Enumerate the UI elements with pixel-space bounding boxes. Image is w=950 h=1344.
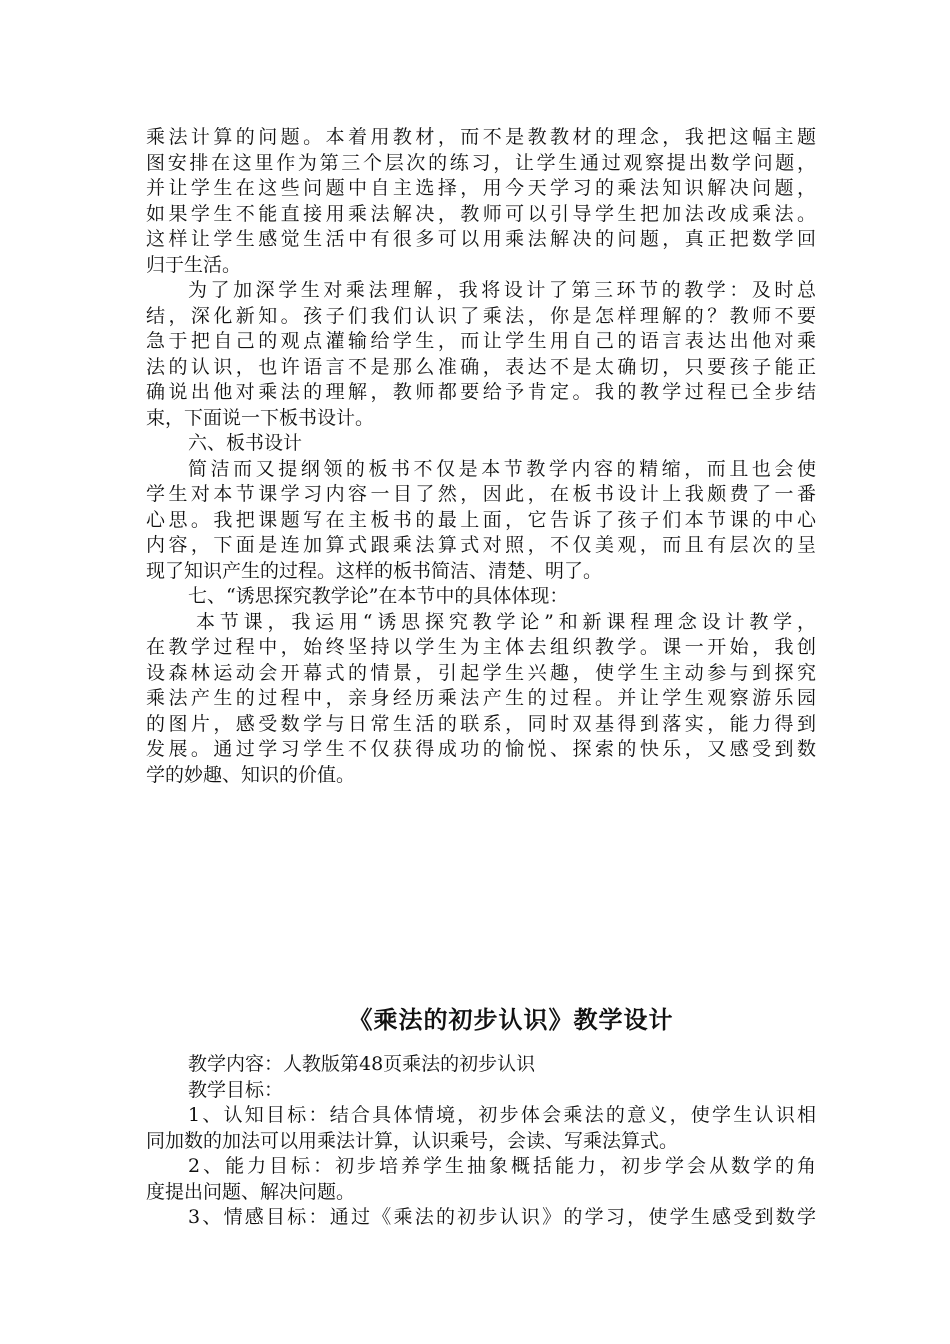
paragraph-line: 这样让学生感觉生活中有很多可以用乘法解决的问题，真正把数学回 [146,228,816,250]
paragraph-line: 教学内容：人教版第48页乘法的初步认识 [188,1053,536,1075]
paragraph-line: 1、认知目标：结合具体情境，初步体会乘法的意义，使学生认识相 [188,1104,816,1126]
paragraph-line: 简洁而又提纲领的板书不仅是本节教学内容的精缩，而且也会使 [188,457,816,480]
paragraph-line: 结，深化新知。孩子们我们认识了乘法，你是怎样理解的？教师不要 [146,304,816,327]
paragraph-line: 内容，下面是连加算式跟乘法算式对照，不仅美观，而且有层次的呈 [146,534,816,556]
paragraph-line: 急于把自己的观点灌输给学生，而让学生用自己的语言表达出他对乘 [146,330,816,352]
paragraph-line: 归于生活。 [146,253,242,276]
paragraph-line: 教学目标： [188,1078,284,1101]
section-teaching-design [146,1052,816,1231]
paragraph-line: 学生对本节课学习内容一目了然，因此，在板书设计上我颇费了一番 [146,483,816,505]
section-continuation [146,125,816,788]
paragraph-line: 同加数的加法可以用乘法计算，认识乘号，会读、写乘法算式。 [146,1129,679,1152]
paragraph-line: 为了加深学生对乘法理解，我将设计了第三环节的教学：及时总 [188,279,816,301]
paragraph-line: 学的妙趣、知识的价值。 [146,763,356,786]
paragraph-line: 束，下面说一下板书设计。 [146,406,375,429]
paragraph-line: 并让学生在这些问题中自主选择，用今天学习的乘法知识解决问题， [146,177,816,199]
paragraph-line: 2、能力目标：初步培养学生抽象概括能力，初步学会从数学的角 [188,1155,816,1177]
paragraph-line: 的图片，感受数学与日常生活的联系，同时双基得到落实，能力得到 [146,712,816,735]
paragraph-line: 在教学过程中，始终坚持以学生为主体去组织教学。课一开始，我创 [146,636,816,658]
paragraph-line: 图安排在这里作为第三个层次的练习，让学生通过观察提出数学问题， [146,151,816,174]
paragraph-line: 乘法产生的过程中，亲身经历乘法产生的过程。并让学生观察游乐园 [146,687,816,709]
paragraph-line: 乘法计算的问题。本着用教材，而不是教教材的理念，我把这幅主题 [146,126,816,148]
paragraph-line: 确说出他对乘法的理解，教师都要给予肯定。我的教学过程已全步结 [146,381,816,403]
paragraph-line: 发展。通过学习学生不仅获得成功的愉悦、探索的快乐，又感受到数 [146,738,816,760]
document-title: 《乘法的初步认识》教学设计 [348,1006,674,1034]
section-heading: 七、“诱思探究教学论”在本节中的具体体现： [188,585,569,607]
paragraph-line: 本节课，我运用“诱思探究教学论”和新课程理念设计教学， [196,610,816,633]
paragraph-line: 3、情感目标：通过《乘法的初步认识》的学习，使学生感受到数学 [188,1206,816,1228]
section-heading: 六、板书设计 [188,432,303,454]
paragraph-line: 设森林运动会开幕式的情景，引起学生兴趣，使学生主动参与到探究 [146,661,816,684]
paragraph-line: 心思。我把课题写在主板书的最上面，它告诉了孩子们本节课的中心 [146,508,816,531]
paragraph-line: 如果学生不能直接用乘法解决，教师可以引导学生把加法改成乘法。 [146,202,816,225]
paragraph-line: 法的认识，也许语言不是那么准确，表达不是太确切，只要孩子能正 [146,355,816,378]
paragraph-line: 度提出问题、解决问题。 [146,1180,356,1203]
paragraph-line: 现了知识产生的过程。这样的板书简洁、清楚、明了。 [146,559,603,582]
